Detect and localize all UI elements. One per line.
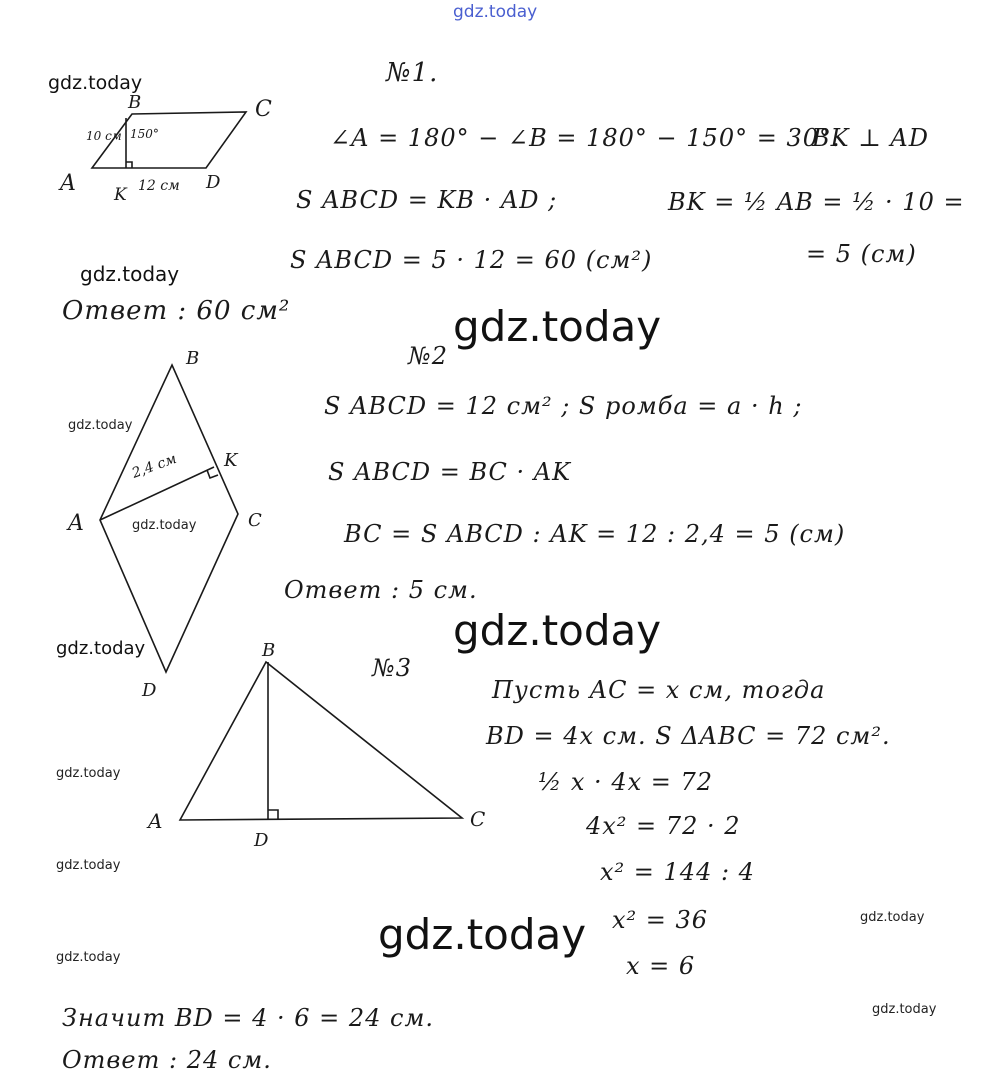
problem-3-line-3: ½ x · 4x = 72 [538, 768, 714, 796]
vertex-k-label: K [224, 450, 238, 471]
problem-1-perpendicular: BK ⊥ AD [812, 124, 929, 152]
side-ad-label: 12 см [138, 178, 180, 194]
triangle-figure [180, 662, 462, 820]
problem-3-line-1: Пусть AC = x см, тогда [492, 676, 826, 704]
problem-3-line-4: 4x² = 72 · 2 [586, 812, 741, 840]
triangle-abc [180, 662, 462, 820]
rhombus-abcd [100, 365, 238, 672]
problem-1-line-3: S ABCD = 5 · 12 = 60 (см²) [290, 246, 653, 274]
watermark-large: gdz.today [378, 910, 587, 959]
problem-3-answer: Ответ : 24 см. [62, 1046, 272, 1074]
problem-1-answer: Ответ : 60 см² [62, 296, 291, 326]
problem-2-answer: Ответ : 5 см. [284, 576, 478, 604]
problem-1-line-3-right: = 5 (см) [806, 240, 917, 268]
problem-2-line-3: BC = S ABCD : AK = 12 : 2,4 = 5 (см) [344, 520, 846, 548]
right-angle-mark [126, 162, 132, 168]
watermark: gdz.today [56, 858, 121, 873]
watermark: gdz.today [48, 72, 143, 94]
vertex-c-label: C [255, 97, 272, 122]
height-ak [100, 467, 214, 520]
vertex-c-label: C [470, 807, 486, 831]
vertex-c-label: C [248, 510, 262, 531]
vertex-b-label: B [186, 348, 200, 369]
side-ab-label: 10 см [86, 129, 122, 143]
problem-3-number: №3 [372, 654, 412, 682]
problem-3-conclusion: Значит BD = 4 · 6 = 24 см. [62, 1004, 435, 1032]
watermark: gdz.today [56, 950, 121, 965]
watermark: gdz.today [860, 910, 925, 925]
problem-3-line-5: x² = 144 : 4 [600, 858, 755, 886]
problem-1-line-2-right: BK = ½ AB = ½ · 10 = [668, 188, 965, 216]
watermark-large: gdz.today [453, 606, 662, 655]
watermark-large: gdz.today [453, 302, 662, 351]
vertex-k-label: K [114, 185, 127, 205]
vertex-a-label: A [60, 171, 76, 196]
rhombus-figure [100, 365, 238, 672]
problem-3-line-6: x² = 36 [612, 906, 709, 934]
problem-1-line-2: S ABCD = KB · AD ; [296, 186, 558, 214]
watermark: gdz.today [56, 766, 121, 781]
vertex-a-label: A [68, 511, 84, 536]
right-angle-mark [207, 470, 218, 478]
angle-b-label: 150° [130, 127, 159, 141]
problem-2-line-2: S ABCD = BC · AK [328, 458, 572, 486]
problem-3-line-2: BD = 4x см. S ΔABC = 72 см². [486, 722, 891, 750]
ak-length-label: 2,4 см [129, 450, 179, 482]
watermark: gdz.today [56, 638, 146, 659]
vertex-a-label: A [148, 809, 163, 833]
problem-3-line-7: x = 6 [626, 952, 696, 980]
problem-1-number: №1. [386, 58, 439, 88]
watermark: gdz.today [872, 1002, 937, 1017]
watermark: gdz.today [132, 518, 197, 533]
problem-1-line-1: ∠A = 180° − ∠B = 180° − 150° = 30°. [330, 124, 841, 152]
vertex-b-label: B [128, 92, 142, 113]
watermark: gdz.today [80, 262, 180, 286]
problem-2-number: №2 [408, 342, 448, 370]
problem-2-line-1: S ABCD = 12 см² ; S ромба = a · h ; [324, 392, 803, 420]
vertex-d-label: D [142, 680, 157, 701]
right-angle-mark [268, 810, 278, 820]
watermark-top: gdz.today [453, 2, 538, 22]
watermark: gdz.today [68, 418, 133, 433]
vertex-d-label: D [206, 172, 221, 193]
vertex-d-label: D [254, 830, 269, 851]
vertex-b-label: B [262, 640, 276, 661]
